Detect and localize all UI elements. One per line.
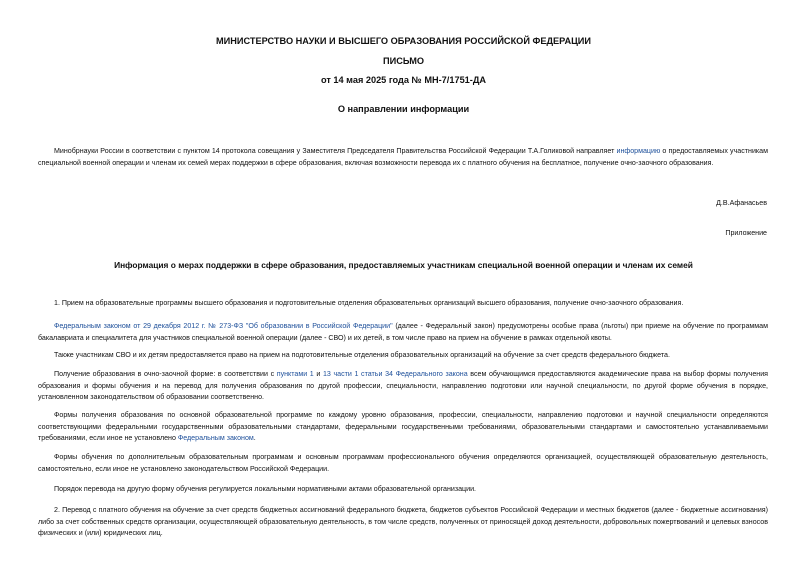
appendix-title: Информация о мерах поддержки в сфере образования, предоставляемых участникам специальной военной операции и членам их семей (114, 260, 693, 270)
federal-law-link[interactable]: Федерального закона (395, 370, 468, 378)
document-type: ПИСЬМО (382, 56, 425, 66)
attachment-label: Приложение (725, 229, 767, 237)
appendix-paragraph-3: Также участникам СВО и их детям предоставляется право на прием на подготовительные отделения образовательных организаций на обучение за счет средств федерального бюджета. (54, 351, 670, 359)
article-points-link[interactable]: пунктами 1 (276, 370, 314, 378)
appendix-paragraph-8: 2. Перевод с платного обучения на обучение за счет средств бюджетных ассигнований федерального бюджета, бюджетов субъектов Российской Федерации и местных бюджетов (далее - бюджетные ассигнования) либо за счет собственных средств организации, осуществляющей образовательную деятельность, в том числе средств, полученных от приносящей доход деятельности, добровольных пожертвований и целевых взносов физических и (или) юридических лиц. (38, 506, 768, 537)
letter-text: Минобрнауки России в соответствии с пунктом 14 протокола совещания у Заместителя Председателя Правительства Российской Федерации Т.А.Голиковой направляет (54, 147, 617, 155)
paragraph-text: и (313, 370, 323, 378)
paragraph-text: всем обучающимся предоставляются академические права на выбор формы получения образования и формы обучения и на перевод для получения образования по другой профессии, специальности, направлению подготовки или научной специальности, по другой форме обучения в порядке, установленном законодательством об образовании соответственно. (38, 370, 769, 401)
federal-law-273-link[interactable]: Федеральным законом от 29 декабря 2012 г. № 273-ФЗ "Об образовании в Российской Федерации" (54, 322, 393, 330)
letter-text: о предоставляемых участникам специальной военной операции и членам их семей мерах поддержки в сфере образования, включая возможности перевода их с платного обучения на бесплатное, получение очно-заочного образования. (38, 147, 768, 167)
document-subject: О направлении информации (337, 104, 470, 114)
paragraph-text: Формы получения образования по основной образовательной программе по каждому уровню образования, профессии, специальности, направлению подготовки и научной специальности определяются соответствующими федеральными государственными образовательными стандартами, федеральными государственными требованиями, образовательными стандартами и самостоятельно устанавливаемыми требованиями, если иное не установлено (38, 411, 768, 442)
appendix-paragraph-7: Порядок перевода на другую форму обучения регулируется локальными нормативными актами образовательной организации. (54, 485, 476, 493)
letter-paragraph (38, 146, 768, 169)
appendix-paragraph-6: Формы обучения по дополнительным образовательным программам и основным программам профессионального обучения определяются организацией, осуществляющей образовательную деятельность, самостоятельно, если иное не установлено законодательством Российской Федерации. (38, 453, 768, 473)
paragraph-text: (далее - Федеральный закон) предусмотрены особые права (льготы) при приеме на обучение по программам бакалавриата и специалитета для участников специальной военной операции (далее - СВО) и их детей, в том числе право на прием на обучение в рамках отдельной квоты. (38, 322, 768, 342)
signature: Д.В.Афанасьев (716, 199, 767, 207)
appendix-paragraph-5 (38, 410, 768, 445)
paragraph-text: Получение образования в очно-заочной форме: в соответствии с (54, 370, 277, 378)
appendix-paragraph-2 (38, 321, 768, 344)
federal-law-link-2[interactable]: Федеральным законом (177, 434, 254, 442)
information-link[interactable]: информацию (616, 147, 661, 155)
article-34-link[interactable]: 13 части 1 статьи 34 (322, 370, 393, 378)
document-date-number: от 14 мая 2025 года № МН-7/1751-ДА (320, 75, 487, 85)
appendix-paragraph-4 (38, 369, 768, 404)
paragraph-text: . (253, 434, 256, 442)
ministry-heading: МИНИСТЕРСТВО НАУКИ И ВЫСШЕГО ОБРАЗОВАНИЯ РОССИЙСКОЙ ФЕДЕРАЦИИ (215, 36, 591, 46)
appendix-paragraph-1: 1. Прием на образовательные программы высшего образования и подготовительные отделения образовательных организаций высшего образования, получение очно-заочного образования. (54, 299, 684, 307)
